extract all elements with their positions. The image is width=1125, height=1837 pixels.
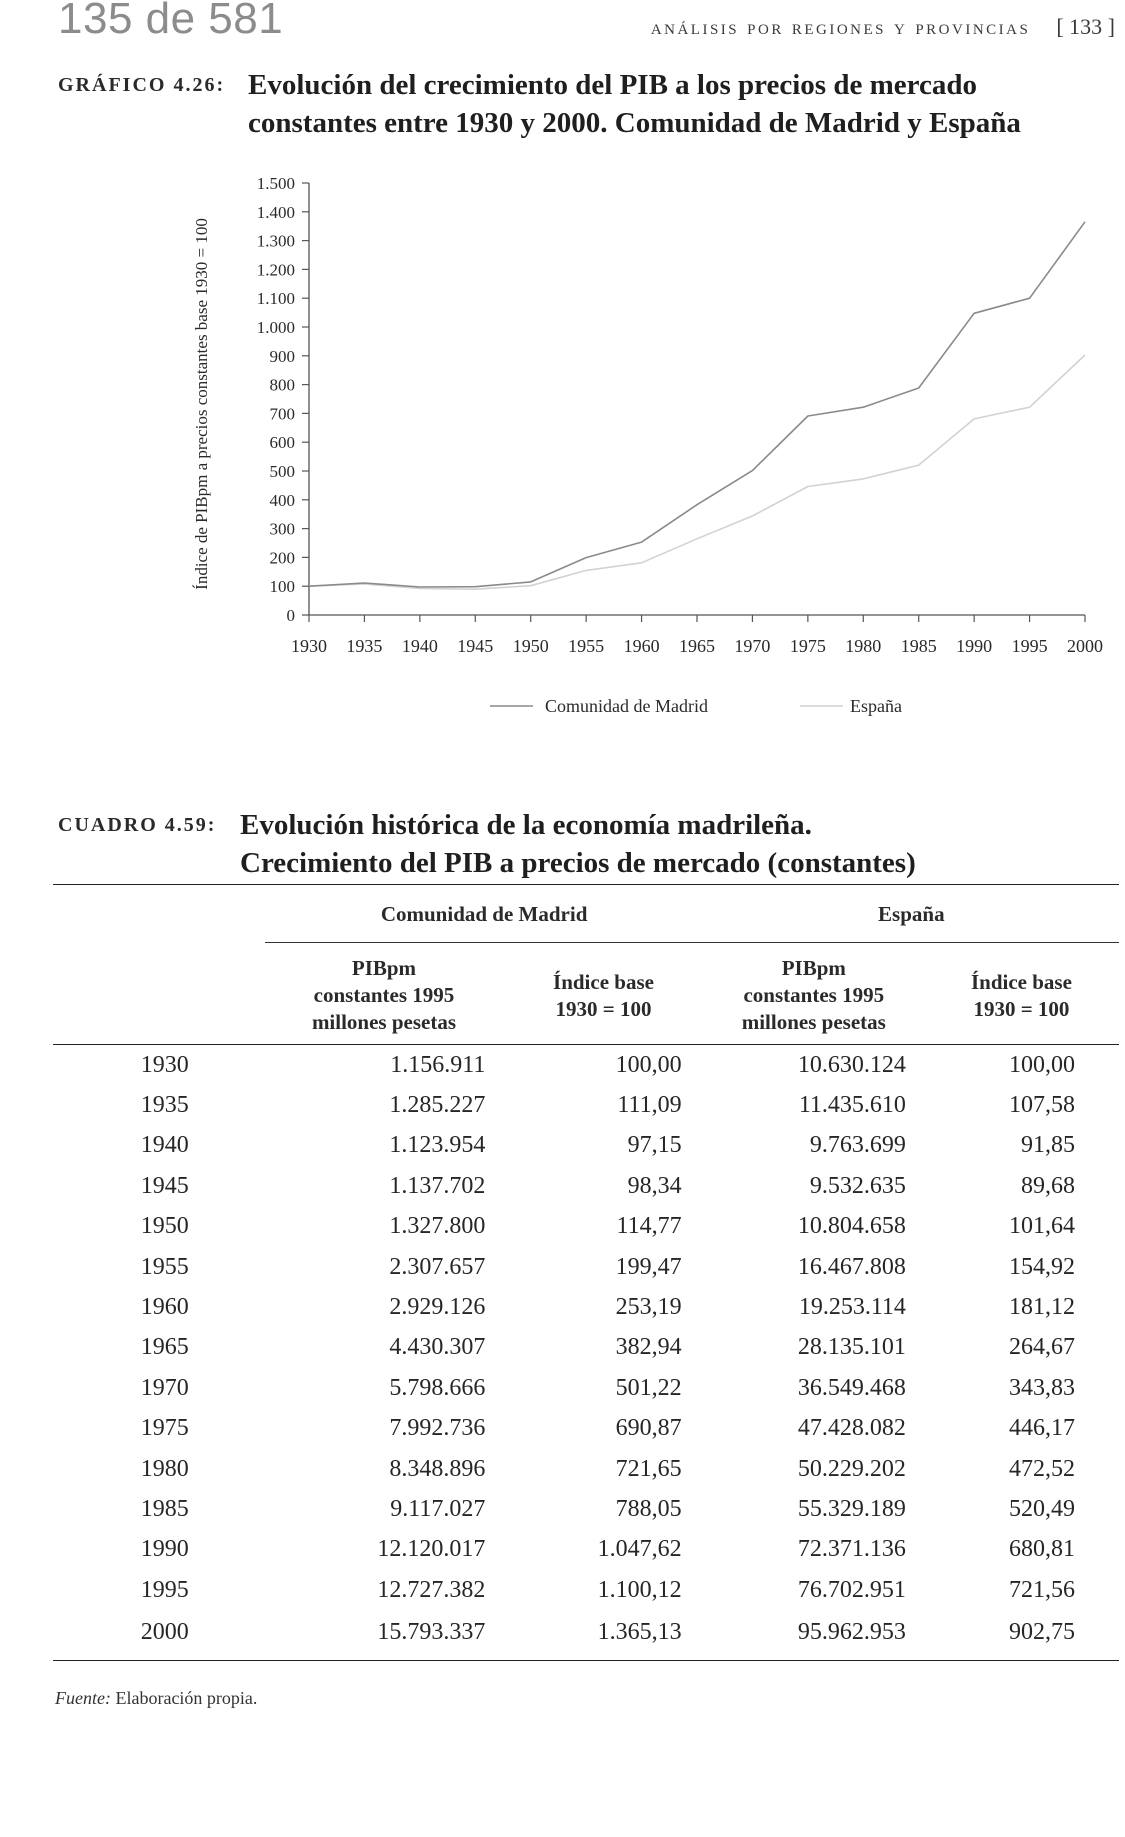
row-year-cell: 1970 <box>140 1374 189 1401</box>
row-value-cell: 100,00 <box>1009 1051 1075 1078</box>
row-value-cell: 10.630.124 <box>797 1051 906 1078</box>
page-indicator: 135 de 581 <box>58 0 284 43</box>
col-header-line: millones pesetas <box>311 1010 457 1034</box>
row-value-cell: 154,92 <box>1009 1253 1075 1280</box>
row-value-cell: 89,68 <box>1021 1172 1075 1199</box>
row-value-cell: 19.253.114 <box>798 1294 906 1321</box>
row-value-cell: 47.428.082 <box>797 1415 906 1442</box>
x-tick-label: 1935 <box>346 636 383 656</box>
x-tick-label: 1960 <box>623 636 660 656</box>
row-value-cell: 690,87 <box>615 1415 682 1442</box>
y-tick-label: 1.000 <box>256 318 295 337</box>
table-title-line-2: Crecimiento del PIB a precios de mercado (constantes) <box>240 847 916 879</box>
row-value-cell: 9.532.635 <box>809 1172 906 1199</box>
table-row <box>53 1570 1119 1610</box>
table-label: CUADRO 4.59: <box>58 814 217 836</box>
group-header-espana: España <box>704 886 1119 943</box>
row-year-cell: 1965 <box>140 1334 189 1361</box>
source-label: Fuente: <box>55 1688 111 1708</box>
row-value-cell: 98,34 <box>627 1172 682 1199</box>
x-tick-label: 1975 <box>789 636 826 656</box>
row-value-cell: 181,12 <box>1009 1294 1075 1321</box>
table-row <box>53 1610 1119 1661</box>
table-row <box>53 1287 1119 1327</box>
y-tick-label: 0 <box>286 606 295 625</box>
row-value-cell: 520,49 <box>1009 1495 1075 1522</box>
table-row <box>53 1166 1119 1206</box>
y-tick-label: 800 <box>269 375 295 395</box>
y-axis-title: Índice de PIBpm a precios constantes base 1930 = 100 <box>192 218 211 590</box>
figure-label: GRÁFICO 4.26: <box>58 74 226 96</box>
table-row <box>53 1368 1119 1408</box>
row-year-cell: 2000 <box>53 1610 265 1661</box>
row-value-cell: 7.992.736 <box>389 1415 486 1442</box>
table-caption <box>58 806 1098 882</box>
row-value-cell: 76.702.951 <box>797 1576 906 1603</box>
x-tick-label: 1990 <box>956 636 993 656</box>
row-value-cell: 15.793.337 <box>265 1610 504 1661</box>
row-value-cell: 382,94 <box>615 1334 682 1361</box>
row-year-cell: 1935 <box>140 1092 189 1119</box>
x-tick-label: 1950 <box>512 636 549 656</box>
row-value-cell: 9.763.699 <box>809 1132 906 1159</box>
row-value-cell: 1.123.954 <box>389 1132 486 1159</box>
x-tick-label: 1945 <box>457 636 494 656</box>
row-value-cell: 902,75 <box>924 1610 1119 1661</box>
y-tick-label: 1.300 <box>256 231 295 251</box>
x-tick-label: 1940 <box>401 636 438 656</box>
y-tick-label: 1.100 <box>256 289 295 309</box>
x-tick-label: 1995 <box>1011 636 1048 656</box>
table-row <box>53 1045 1119 1086</box>
col-header-line: millones pesetas <box>741 1010 886 1034</box>
y-tick-label: 700 <box>269 404 295 424</box>
table-row <box>53 1126 1119 1166</box>
y-tick-label: 100 <box>269 577 295 597</box>
row-value-cell: 107,58 <box>1009 1092 1075 1119</box>
source-note <box>55 1688 257 1709</box>
row-value-cell: 9.117.027 <box>390 1495 486 1522</box>
row-value-cell: 101,64 <box>1009 1213 1075 1240</box>
table-row <box>53 1530 1119 1570</box>
col-header-line: Índice base <box>970 969 1072 994</box>
table-year-header <box>53 943 265 1045</box>
table-body <box>53 1045 1119 1661</box>
table-group-header-row <box>53 886 1119 943</box>
row-value-cell: 1.100,12 <box>597 1576 682 1603</box>
row-value-cell: 1.285.227 <box>389 1092 486 1119</box>
col-header-espana-pib <box>704 943 924 1045</box>
x-tick-label: 1970 <box>734 636 771 656</box>
row-value-cell: 721,56 <box>1009 1576 1075 1603</box>
y-tick-label: 400 <box>269 490 295 510</box>
table-row <box>53 1085 1119 1125</box>
row-value-cell: 114,77 <box>616 1213 682 1240</box>
row-value-cell: 1.137.702 <box>389 1172 486 1199</box>
row-year-cell: 1985 <box>140 1495 189 1522</box>
figure-title-line-2: constantes entre 1930 y 2000. Comunidad de Madrid y España <box>248 107 1021 139</box>
row-year-cell: 1995 <box>140 1576 189 1603</box>
row-year-cell: 1990 <box>140 1536 189 1563</box>
row-year-cell: 1980 <box>140 1455 189 1482</box>
legend-label-madrid: Comunidad de Madrid <box>545 696 708 716</box>
row-value-cell: 97,15 <box>627 1132 682 1159</box>
col-header-madrid-index <box>503 943 703 1045</box>
row-value-cell: 199,47 <box>615 1253 682 1280</box>
row-value-cell: 253,19 <box>615 1294 682 1321</box>
col-header-line: constantes 1995 <box>313 983 455 1007</box>
col-header-line: 1930 = 100 <box>555 996 652 1021</box>
col-header-line: PIBpm <box>351 956 417 980</box>
gdp-growth-line-chart <box>0 0 1125 760</box>
table-top-rule <box>53 884 1119 885</box>
table-row <box>53 1207 1119 1247</box>
row-value-cell: 1.047,62 <box>597 1536 682 1563</box>
row-value-cell: 95.962.953 <box>704 1610 924 1661</box>
row-value-cell: 11.435.610 <box>798 1092 906 1119</box>
series-line-espana <box>309 355 1085 589</box>
running-head-page-number: [ 133 ] <box>1056 14 1115 39</box>
row-value-cell: 55.329.189 <box>797 1495 906 1522</box>
row-value-cell: 36.549.468 <box>797 1374 906 1401</box>
table-row <box>53 1247 1119 1287</box>
row-value-cell: 4.430.307 <box>389 1334 486 1361</box>
row-year-cell: 1955 <box>140 1253 189 1280</box>
y-tick-label: 1.200 <box>256 260 295 280</box>
row-value-cell: 12.727.382 <box>377 1576 486 1603</box>
row-value-cell: 2.929.126 <box>389 1294 486 1321</box>
y-tick-label: 500 <box>269 462 295 481</box>
row-value-cell: 72.371.136 <box>797 1536 906 1563</box>
x-tick-label: 1980 <box>845 636 882 656</box>
y-tick-label: 300 <box>269 519 295 539</box>
row-year-cell: 1930 <box>140 1051 189 1078</box>
col-header-line: PIBpm <box>781 956 846 980</box>
row-value-cell: 501,22 <box>615 1374 682 1401</box>
table-row <box>53 1449 1119 1489</box>
row-value-cell: 343,83 <box>1009 1374 1075 1401</box>
row-value-cell: 1.365,13 <box>503 1610 703 1661</box>
y-tick-label: 1.500 <box>256 174 295 193</box>
row-value-cell: 788,05 <box>615 1495 682 1522</box>
col-header-madrid-pib <box>265 943 504 1045</box>
y-tick-label: 1.400 <box>256 202 295 222</box>
running-head-section: análisis por regiones y provincias <box>650 14 1031 39</box>
table-corner-cell <box>53 886 265 943</box>
row-value-cell: 1.156.911 <box>390 1051 486 1078</box>
table-row <box>53 1489 1119 1529</box>
x-tick-label: 1985 <box>900 636 937 656</box>
gdp-table <box>53 886 1119 1661</box>
row-value-cell: 2.307.657 <box>389 1253 486 1280</box>
row-year-cell: 1940 <box>140 1132 189 1159</box>
row-year-cell: 1950 <box>140 1213 189 1240</box>
col-header-line: Índice base <box>553 969 654 994</box>
row-value-cell: 91,85 <box>1021 1132 1075 1159</box>
row-value-cell: 5.798.666 <box>389 1374 486 1401</box>
row-value-cell: 8.348.896 <box>389 1455 486 1482</box>
x-tick-label: 1955 <box>568 636 605 656</box>
col-header-line: constantes 1995 <box>743 983 885 1007</box>
table-row <box>53 1328 1119 1368</box>
group-header-madrid: Comunidad de Madrid <box>265 886 704 943</box>
y-tick-label: 600 <box>269 433 295 453</box>
row-value-cell: 12.120.017 <box>377 1536 486 1563</box>
row-year-cell: 1960 <box>140 1294 189 1321</box>
x-tick-label: 1965 <box>679 636 715 656</box>
row-year-cell: 1945 <box>140 1172 189 1199</box>
x-tick-label: 1930 <box>291 636 327 656</box>
row-value-cell: 264,67 <box>1009 1334 1075 1361</box>
col-header-espana-index <box>924 943 1119 1045</box>
row-value-cell: 446,17 <box>1009 1415 1075 1442</box>
x-tick-label: 2000 <box>1067 636 1103 656</box>
row-value-cell: 111,09 <box>617 1092 682 1119</box>
row-year-cell: 1975 <box>140 1415 189 1442</box>
row-value-cell: 16.467.808 <box>797 1253 906 1280</box>
row-value-cell: 472,52 <box>1009 1455 1075 1482</box>
table-title-line-1: Evolución histórica de la economía madrileña. <box>240 809 812 841</box>
row-value-cell: 1.327.800 <box>389 1213 486 1240</box>
series-line-madrid <box>309 222 1085 587</box>
col-header-line: 1930 = 100 <box>973 996 1070 1021</box>
row-value-cell: 50.229.202 <box>797 1455 906 1482</box>
table-title <box>240 806 916 882</box>
row-value-cell: 721,65 <box>615 1455 682 1482</box>
source-text: Elaboración propia. <box>115 1688 258 1708</box>
table-sub-header-row <box>53 943 1119 1045</box>
legend-label-espana: España <box>850 696 902 716</box>
table-row <box>53 1409 1119 1449</box>
y-tick-label: 900 <box>269 346 295 366</box>
row-value-cell: 100,00 <box>615 1051 682 1078</box>
y-tick-label: 200 <box>269 548 295 568</box>
row-value-cell: 10.804.658 <box>797 1213 906 1240</box>
figure-title-line-1: Evolución del crecimiento del PIB a los precios de mercado <box>248 69 977 101</box>
row-value-cell: 680,81 <box>1009 1536 1075 1563</box>
row-value-cell: 28.135.101 <box>797 1334 906 1361</box>
